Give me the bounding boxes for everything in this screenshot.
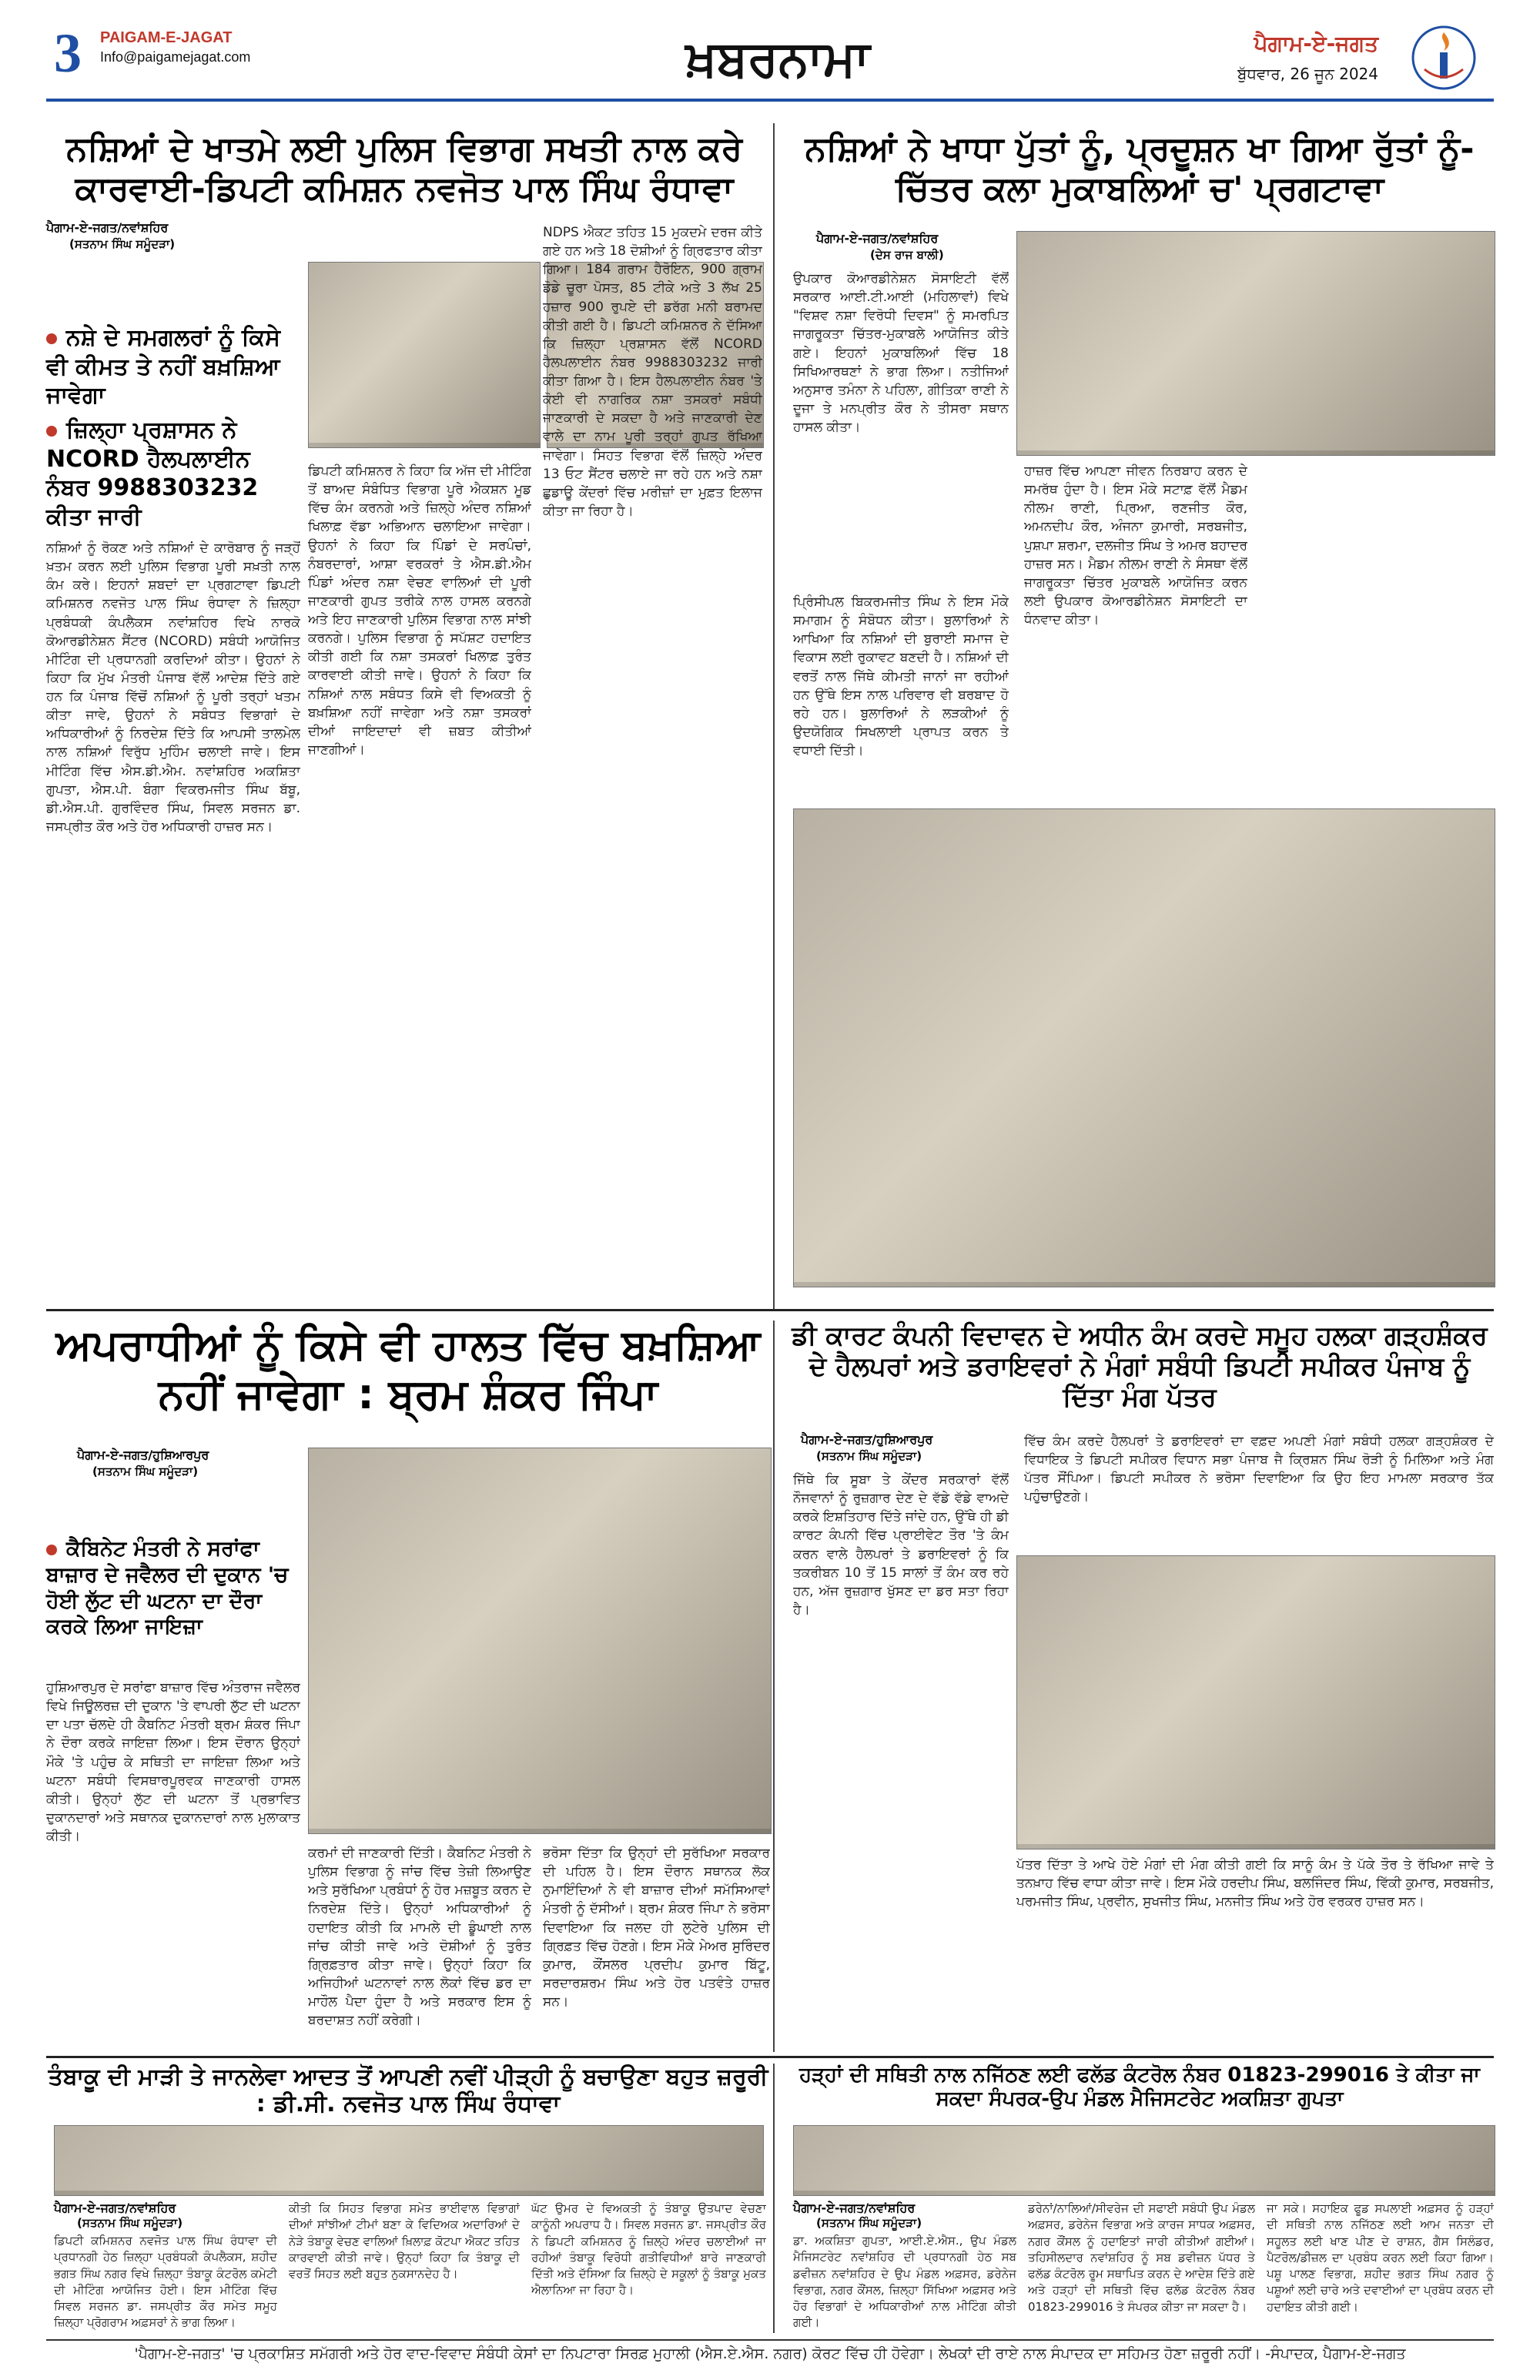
article1-dateline: ਪੈਗਾਮ-ਏ-ਜਗਤ/ਨਵਾਂਸ਼ਹਿਰ [46,220,169,235]
article1-byline: (ਸਤਨਾਮ ਸਿੰਘ ਸਮੂੰਦੜਾ) [69,237,176,251]
article3-bullet [46,1536,300,1640]
article1-body-col1: ਨਸ਼ਿਆਂ ਨੂੰ ਰੋਕਣ ਅਤੇ ਨਸ਼ਿਆਂ ਦੇ ਕਾਰੋਬਾਰ ਨੂੰ ਜੜ੍ਹੋਂ ਖ਼ਤਮ ਕਰਨ ਲਈ ਪੁਲਿਸ ਵਿਭਾਗ ਪੂਰੀ ਸਖ਼ਤੀ ਨਾਲ ਕੰਮ ਕਰੇ। ਇਹਨਾਂ ਸ਼ਬਦਾਂ ਦਾ ਪ੍ਰਗਟਾਵਾ ਡਿਪਟੀ ਕਮਿਸ਼ਨਰ ਨਵਜੋਤ ਪਾਲ ਸਿੰਘ ਰੰਧਾਵਾ ਨੇ ਜ਼ਿਲ੍ਹਾ ਪ੍ਰਬੰਧਕੀ ਕੰਪਲੈਕਸ ਨਵਾਂਸ਼ਹਿਰ ਵਿਖੇ ਨਾਰਕੋ ਕੋਆਰਡੀਨੇਸ਼ਨ ਸੈਂਟਰ (NCORD) ਸਬੰਧੀ ਆਯੋਜਿਤ ਮੀਟਿੰਗ ਦੀ ਪ੍ਰਧਾਨਗੀ ਕਰਦਿਆਂ ਕੀਤਾ। ਉਹਨਾਂ ਨੇ ਕਿਹਾ ਕਿ ਮੁੱਖ ਮੰਤਰੀ ਪੰਜਾਬ ਵੱਲੋਂ ਆਦੇਸ਼ ਦਿੱਤੇ ਗਏ ਹਨ ਕਿ ਪੰਜਾਬ ਵਿੱਚੋਂ ਨਸ਼ਿਆਂ ਨੂੰ ਪੂਰੀ ਤਰ੍ਹਾਂ ਖਤਮ ਕੀਤਾ ਜਾਵੇ, ਉਹਨਾਂ ਨੇ ਸਬੰਧਤ ਵਿਭਾਗਾਂ ਦੇ ਅਧਿਕਾਰੀਆਂ ਨੂੰ ਨਿਰਦੇਸ਼ ਦਿੱਤੇ ਕਿ ਆਪਸੀ ਤਾਲਮੇਲ ਨਾਲ ਨਸ਼ਿਆਂ ਵਿਰੁੱਧ ਮੁਹਿੰਮ ਚਲਾਈ ਜਾਵੇ। ਇਸ ਮੀਟਿੰਗ ਵਿੱਚ ਐਸ.ਡੀ.ਐਮ. ਨਵਾਂਸ਼ਹਿਰ ਅਕਸ਼ਿਤਾ ਗੁਪਤਾ, ਐਸ.ਪੀ. ਬੰਗਾ ਵਿਕਰਮਜੀਤ ਸਿੰਘ ਬੱਬੂ, ਡੀ.ਐਸ.ਪੀ. ਗੁਰਵਿੰਦਰ ਸਿੰਘ, ਸਿਵਲ ਸਰਜਨ ਡਾ. ਜਸਪ੍ਰੀਤ ਕੌਰ ਅਤੇ ਹੋਰ ਅਧਿਕਾਰੀ ਹਾਜ਼ਰ ਸਨ। [46,541,300,835]
article3-headline: ਅਪਰਾਧੀਆਂ ਨੂੰ ਕਿਸੇ ਵੀ ਹਾਲਤ ਵਿੱਚ ਬਖ਼ਸ਼ਿਆ ਨਹੀਂ ਜਾਵੇਗਾ : ਬ੍ਰਮ ਸ਼ੰਕਰ ਜਿੰਪਾ [55,1321,761,1418]
footer-disclaimer: 'ਪੈਗਾਮ-ਏ-ਜਗਤ' 'ਚ ਪ੍ਰਕਾਸ਼ਿਤ ਸਮੱਗਰੀ ਅਤੇ ਹੋਰ ਵਾਦ-ਵਿਵਾਦ ਸੰਬੰਧੀ ਕੇਸਾਂ ਦਾ ਨਿਪਟਾਰਾ ਸਿਰਫ਼ ਮੁਹਾਲੀ (ਐਸ.ਏ.ਐਸ. ਨਗਰ) ਕੋਰਟ ਵਿੱਚ ਹੀ ਹੋਵੇਗਾ। ਲੇਖਕਾਂ ਦੀ ਰਾਏ ਨਾਲ ਸੰਪਾਦਕ ਦਾ ਸਹਿਮਤ ਹੋਣਾ ਜ਼ਰੂਰੀ ਨਹੀਂ। -ਸੰਪਾਦਕ, ਪੈਗਾਮ-ਏ-ਜਗਤ [134,2345,1406,2362]
header-rule [46,99,1494,102]
section-title: ਖ਼ਬਰਨਾਮਾ [685,31,870,88]
article2-dateline: ਪੈਗਾਮ-ਏ-ਜਗਤ/ਨਵਾਂਸ਼ਹਿਰ [816,231,939,246]
article3-body-col1: ਹੁਸ਼ਿਆਰਪੁਰ ਦੇ ਸਰਾਂਫਾ ਬਾਜ਼ਾਰ ਵਿੱਚ ਅੰਤਰਾਜ ਜਵੈਲਰ ਵਿਖੇ ਜਿਊਲਰਜ਼ ਦੀ ਦੁਕਾਨ 'ਤੇ ਵਾਪਰੀ ਲੁੱਟ ਦੀ ਘਟਨਾ ਦਾ ਪਤਾ ਚੱਲਦੇ ਹੀ ਕੈਬਨਿਟ ਮੰਤਰੀ ਬ੍ਰਮ ਸ਼ੰਕਰ ਜਿੰਪਾ ਨੇ ਦੌਰਾ ਕਰਕੇ ਜਾਇਜ਼ਾ ਲਿਆ। ਇਸ ਦੌਰਾਨ ਉਨ੍ਹਾਂ ਮੌਕੇ 'ਤੇ ਪਹੁੰਚ ਕੇ ਸਥਿਤੀ ਦਾ ਜਾਇਜ਼ਾ ਲਿਆ ਅਤੇ ਘਟਨਾ ਸਬੰਧੀ ਵਿਸਥਾਰਪੂਰਵਕ ਜਾਣਕਾਰੀ ਹਾਸਲ ਕੀਤੀ। ਉਨ੍ਹਾਂ ਲੁੱਟ ਦੀ ਘਟਨਾ ਤੋਂ ਪ੍ਰਭਾਵਿਤ ਦੁਕਾਨਦਾਰਾਂ ਅਤੇ ਸਥਾਨਕ ਦੁਕਾਨਦਾਰਾਂ ਨਾਲ ਮੁਲਾਕਾਤ ਕੀਤੀ। [46,1680,300,1844]
article5-body-col2: ਕੀਤੀ ਕਿ ਸਿਹਤ ਵਿਭਾਗ ਸਮੇਤ ਭਾਈਵਾਲ ਵਿਭਾਗਾਂ ਦੀਆਂ ਸਾਂਝੀਆਂ ਟੀਮਾਂ ਬਣਾ ਕੇ ਵਿਦਿਅਕ ਅਦਾਰਿਆਂ ਦੇ ਨੇੜੇ ਤੰਬਾਕੂ ਵੇਚਣ ਵਾਲਿਆਂ ਖ਼ਿਲਾਫ਼ ਕੋਟਪਾ ਐਕਟ ਤਹਿਤ ਕਾਰਵਾਈ ਕੀਤੀ ਜਾਵੇ। ਉਨ੍ਹਾਂ ਕਿਹਾ ਕਿ ਤੰਬਾਕੂ ਦੀ ਵਰਤੋਂ ਸਿਹਤ ਲਈ ਬਹੁਤ ਨੁਕਸਾਨਦੇਹ ਹੈ। [289,2201,520,2281]
article5-byline: (ਸਤਨਾਮ ਸਿੰਘ ਸਮੂੰਦੜਾ) [77,2216,183,2230]
article2-headline: ਨਸ਼ਿਆਂ ਨੇ ਖਾਧਾ ਪੁੱਤਾਂ ਨੂੰ, ਪ੍ਰਦੂਸ਼ਨ ਖਾ ਗਿਆ ਰੁੱਤਾਂ ਨੂੰ-ਚਿੱਤਰ ਕਲਾ ਮੁਕਾਬਲਿਆਂ ਚ' ਪ੍ਰਗਟਾਵਾ [805,129,1475,209]
column-divider [773,1321,775,2052]
article6-body-col2: ਡਰੇਨਾਂ/ਨਾਲਿਆਂ/ਸੀਵਰੇਜ ਦੀ ਸਫਾਈ ਸਬੰਧੀ ਉਪ ਮੰਡਲ ਅਫ਼ਸਰ, ਡਰੇਨੇਜ ਵਿਭਾਗ ਅਤੇ ਕਾਰਜ ਸਾਧਕ ਅਫ਼ਸਰ, ਨਗਰ ਕੌਂਸਲ ਨੂੰ ਹਦਾਇਤਾਂ ਜਾਰੀ ਕੀਤੀਆਂ ਗਈਆਂ। ਤਹਿਸੀਲਦਾਰ ਨਵਾਂਸ਼ਹਿਰ ਨੂੰ ਸਬ ਡਵੀਜ਼ਨ ਪੱਧਰ ਤੇ ਫਲੱਡ ਕੰਟਰੋਲ ਰੂਮ ਸਥਾਪਿਤ ਕਰਨ ਦੇ ਆਦੇਸ਼ ਦਿੱਤੇ ਗਏ ਅਤੇ ਹੜ੍ਹਾਂ ਦੀ ਸਥਿਤੀ ਵਿੱਚ ਫਲੱਡ ਕੰਟਰੋਲ ਨੰਬਰ 01823-299016 ਤੇ ਸੰਪਰਕ ਕੀਤਾ ਜਾ ਸਕਦਾ ਹੈ। [1028,2201,1255,2314]
bullet-icon [46,1545,57,1555]
article4-byline: (ਸਤਨਾਮ ਸਿੰਘ ਸਮੂੰਦੜਾ) [816,1449,922,1463]
section-divider [46,2056,1494,2058]
masthead-brand: PAIGAM-E-JAGAT [100,29,233,46]
article1-headline: ਨਸ਼ਿਆਂ ਦੇ ਖਾਤਮੇ ਲਈ ਪੁਲਿਸ ਵਿਭਾਗ ਸਖਤੀ ਨਾਲ ਕਰੇ ਕਾਰਵਾਈ-ਡਿਪਟੀ ਕਮਿਸ਼ਨ ਨਵਜੋਤ ਪਾਲ ਸਿੰਘ ਰੰਧਾਵਾ [65,129,743,209]
article2-body-col1: ਉਪਕਾਰ ਕੋਆਰਡੀਨੇਸ਼ਨ ਸੋਸਾਇਟੀ ਵੱਲੋਂ ਸਰਕਾਰ ਆਈ.ਟੀ.ਆਈ (ਮਹਿਲਾਵਾਂ) ਵਿਖੇ "ਵਿਸ਼ਵ ਨਸ਼ਾ ਵਿਰੋਧੀ ਦਿਵਸ" ਨੂੰ ਸਮਰਪਿਤ ਜਾਗਰੂਕਤਾ ਚਿੱਤਰ-ਮੁਕਾਬਲੇ ਆਯੋਜਿਤ ਕੀਤੇ ਗਏ। ਇਹਨਾਂ ਮੁਕਾਬਲਿਆਂ ਵਿੱਚ 18 ਸਿਖਿਆਰਥਣਾਂ ਨੇ ਭਾਗ ਲਿਆ। ਨਤੀਜਿਆਂ ਅਨੁਸਾਰ ਤਮੰਨਾ ਨੇ ਪਹਿਲਾ, ਗੀਤਿਕਾ ਰਾਣੀ ਨੇ ਦੂਜਾ ਤੇ ਮਨਪ੍ਰੀਤ ਕੌਰ ਨੇ ਤੀਸਰਾ ਸਥਾਨ ਹਾਸਲ ਕੀਤਾ। [793,271,1009,435]
article3-body-col3: ਭਰੋਸਾ ਦਿੱਤਾ ਕਿ ਉਨ੍ਹਾਂ ਦੀ ਸੁਰੱਖਿਆ ਸਰਕਾਰ ਦੀ ਪਹਿਲ ਹੈ। ਇਸ ਦੌਰਾਨ ਸਥਾਨਕ ਲੋਕ ਨੁਮਾਇੰਦਿਆਂ ਨੇ ਵੀ ਬਾਜ਼ਾਰ ਦੀਆਂ ਸਮੱਸਿਆਵਾਂ ਮੰਤਰੀ ਨੂੰ ਦੱਸੀਆਂ। ਬ੍ਰਮ ਸ਼ੰਕਰ ਜਿੰਪਾ ਨੇ ਭਰੋਸਾ ਦਿਵਾਇਆ ਕਿ ਜਲਦ ਹੀ ਲੁਟੇਰੇ ਪੁਲਿਸ ਦੀ ਗ੍ਰਿਫ਼ਤ ਵਿੱਚ ਹੋਣਗੇ। ਇਸ ਮੌਕੇ ਮੇਅਰ ਸੁਰਿੰਦਰ ਕੁਮਾਰ, ਕੌਂਸਲਰ ਪ੍ਰਦੀਪ ਕੁਮਾਰ ਬਿੱਟੂ, ਸਰਦਾਰਸ਼ਰਮ ਸਿੰਘ ਅਤੇ ਹੋਰ ਪਤਵੰਤੇ ਹਾਜ਼ਰ ਸਨ। [543,1846,770,2010]
article5-body-col1: ਡਿਪਟੀ ਕਮਿਸ਼ਨਰ ਨਵਜੋਤ ਪਾਲ ਸਿੰਘ ਰੰਧਾਵਾ ਦੀ ਪ੍ਰਧਾਨਗੀ ਹੇਠ ਜ਼ਿਲ੍ਹਾ ਪ੍ਰਬੰਧਕੀ ਕੰਪਲੈਕਸ, ਸ਼ਹੀਦ ਭਗਤ ਸਿੰਘ ਨਗਰ ਵਿਖੇ ਜ਼ਿਲ੍ਹਾ ਤੰਬਾਕੂ ਕੰਟਰੋਲ ਕਮੇਟੀ ਦੀ ਮੀਟਿੰਗ ਆਯੋਜਿਤ ਹੋਈ। ਇਸ ਮੀਟਿੰਗ ਵਿੱਚ ਸਿਵਲ ਸਰਜਨ ਡਾ. ਜਸਪ੍ਰੀਤ ਕੌਰ ਸਮੇਤ ਸਮੂਹ ਜ਼ਿਲ੍ਹਾ ਪ੍ਰੋਗਰਾਮ ਅਫ਼ਸਰਾਂ ਨੇ ਭਾਗ ਲਿਆ। [54,2234,277,2330]
column-divider [773,123,775,1309]
article2-body-col3: ਹਾਜ਼ਰ ਵਿੱਚ ਆਪਣਾ ਜੀਵਨ ਨਿਰਬਾਹ ਕਰਨ ਦੇ ਸਮਰੱਥ ਹੁੰਦਾ ਹੈ। ਇਸ ਮੌਕੇ ਸਟਾਫ਼ ਵੱਲੋਂ ਮੈਡਮ ਨੀਲਮ ਰਾਣੀ, ਪ੍ਰਿਆ, ਰਣਜੀਤ ਕੌਰ, ਅਮਨਦੀਪ ਕੌਰ, ਅੰਜਨਾ ਕੁਮਾਰੀ, ਸਰਬਜੀਤ, ਪੁਸ਼ਪਾ ਸ਼ਰਮਾ, ਦਲਜੀਤ ਸਿੰਘ ਤੇ ਅਮਰ ਬਹਾਦਰ ਹਾਜ਼ਰ ਸਨ। ਮੈਡਮ ਨੀਲਮ ਰਾਣੀ ਨੇ ਸੰਸਥਾ ਵੱਲੋਂ ਜਾਗਰੂਕਤਾ ਚਿੱਤਰ ਮੁਕਾਬਲੇ ਆਯੋਜਿਤ ਕਰਨ ਲਈ ਉਪਕਾਰ ਕੋਆਰਡੀਨੇਸ਼ਨ ਸੋਸਾਇਟੀ ਦਾ ਧੰਨਵਾਦ ਕੀਤਾ। [1024,464,1247,628]
article1-photo-meeting [308,262,541,448]
article1-bullet-1 [46,323,300,410]
article4-photo-delegation [1016,1555,1495,1849]
article3-body-col2: ਕਰਮਾਂ ਦੀ ਜਾਣਕਾਰੀ ਦਿੱਤੀ। ਕੈਬਨਿਟ ਮੰਤਰੀ ਨੇ ਪੁਲਿਸ ਵਿਭਾਗ ਨੂੰ ਜਾਂਚ ਵਿੱਚ ਤੇਜ਼ੀ ਲਿਆਉਣ ਅਤੇ ਸੁਰੱਖਿਆ ਪ੍ਰਬੰਧਾਂ ਨੂੰ ਹੋਰ ਮਜ਼ਬੂਤ ਕਰਨ ਦੇ ਨਿਰਦੇਸ਼ ਦਿੱਤੇ। ਉਨ੍ਹਾਂ ਅਧਿਕਾਰੀਆਂ ਨੂੰ ਹਦਾਇਤ ਕੀਤੀ ਕਿ ਮਾਮਲੇ ਦੀ ਡੂੰਘਾਈ ਨਾਲ ਜਾਂਚ ਕੀਤੀ ਜਾਵੇ ਅਤੇ ਦੋਸ਼ੀਆਂ ਨੂੰ ਤੁਰੰਤ ਗ੍ਰਿਫ਼ਤਾਰ ਕੀਤਾ ਜਾਵੇ। ਉਨ੍ਹਾਂ ਕਿਹਾ ਕਿ ਅਜਿਹੀਆਂ ਘਟਨਾਵਾਂ ਨਾਲ ਲੋਕਾਂ ਵਿੱਚ ਡਰ ਦਾ ਮਾਹੌਲ ਪੈਦਾ ਹੁੰਦਾ ਹੈ ਅਤੇ ਸਰਕਾਰ ਇਸ ਨੂੰ ਬਰਦਾਸ਼ਤ ਨਹੀਂ ਕਰੇਗੀ। [308,1846,531,2029]
article2-body-col2: ਪ੍ਰਿੰਸੀਪਲ ਬਿਕਰਮਜੀਤ ਸਿੰਘ ਨੇ ਇਸ ਮੌਕੇ ਸਮਾਗਮ ਨੂੰ ਸੰਬੋਧਨ ਕੀਤਾ। ਬੁਲਾਰਿਆਂ ਨੇ ਆਖਿਆ ਕਿ ਨਸ਼ਿਆਂ ਦੀ ਬੁਰਾਈ ਸਮਾਜ ਦੇ ਵਿਕਾਸ ਲਈ ਰੁਕਾਵਟ ਬਣਦੀ ਹੈ। ਨਸ਼ਿਆਂ ਦੀ ਵਰਤੋਂ ਨਾਲ ਜਿੱਥੇ ਕੀਮਤੀ ਜਾਨਾਂ ਜਾ ਰਹੀਆਂ ਹਨ ਉੱਥੇ ਇਸ ਨਾਲ ਪਰਿਵਾਰ ਵੀ ਬਰਬਾਦ ਹੋ ਰਹੇ ਹਨ। ਬੁਲਾਰਿਆਂ ਨੇ ਲੜਕੀਆਂ ਨੂੰ ਉਦਯੋਗਿਕ ਸਿਖਲਾਈ ਪ੍ਰਾਪਤ ਕਰਨ ਤੇ ਵਧਾਈ ਦਿੱਤੀ। [793,594,1009,758]
article4-body-col1: ਜਿੱਥੇ ਕਿ ਸੂਬਾ ਤੇ ਕੇਂਦਰ ਸਰਕਾਰਾਂ ਵੱਲੋਂ ਨੌਜਵਾਨਾਂ ਨੂੰ ਰੁਜ਼ਗਾਰ ਦੇਣ ਦੇ ਵੱਡੇ ਵੱਡੇ ਵਾਅਦੇ ਕਰਕੇ ਇਸ਼ਤਿਹਾਰ ਦਿੱਤੇ ਜਾਂਦੇ ਹਨ, ਉੱਥੇ ਹੀ ਡੀ ਕਾਰਟ ਕੰਪਨੀ ਵਿੱਚ ਪ੍ਰਾਈਵੇਟ ਤੌਰ 'ਤੇ ਕੰਮ ਕਰਨ ਵਾਲੇ ਹੈਲਪਰਾਂ ਤੇ ਡਰਾਇਵਰਾਂ ਨੂੰ ਕਿ ਤਕਰੀਬਨ 10 ਤੋਂ 15 ਸਾਲਾਂ ਤੋਂ ਕੰਮ ਕਰ ਰਹੇ ਹਨ, ਅੱਜ ਰੁਜ਼ਗਾਰ ਖੁੱਸਣ ਦਾ ਡਰ ਸਤਾ ਰਿਹਾ ਹੈ। [793,1472,1009,1618]
masthead-email[interactable]: Info@paigamejagat.com [100,49,251,65]
article6-headline: ਹੜ੍ਹਾਂ ਦੀ ਸਥਿਤੀ ਨਾਲ ਨਜਿੱਠਣ ਲਈ ਫਲੱਡ ਕੰਟਰੋਲ ਨੰਬਰ 01823-299016 ਤੇ ਕੀਤਾ ਜਾ ਸਕਦਾ ਸੰਪਰਕ-ਉਪ ਮੰਡਲ ਮੈਜਿਸਟਰੇਟ ਅਕਸ਼ਿਤਾ ਗੁਪਤਾ [799,2064,1480,2111]
article3-photo-market [308,1448,772,1834]
article3-byline: (ਸਤਨਾਮ ਸਿੰਘ ਸਮੂੰਦੜਾ) [92,1464,199,1478]
article1-body-col3: NDPS ਐਕਟ ਤਹਿਤ 15 ਮੁਕਦਮੇ ਦਰਜ ਕੀਤੇ ਗਏ ਹਨ ਅਤੇ 18 ਦੋਸ਼ੀਆਂ ਨੂੰ ਗ੍ਰਿਫਤਾਰ ਕੀਤਾ ਗਿਆ। 184 ਗਰਾਮ ਹੈਰੋਇਨ, 900 ਗ੍ਰਾਮ ਡੋਡੇ ਚੂਰਾ ਪੋਸਤ, 85 ਟੀਕੇ ਅਤੇ 3 ਲੱਖ 25 ਹਜ਼ਾਰ 900 ਰੁਪਏ ਦੀ ਡਰੱਗ ਮਨੀ ਬਰਾਮਦ ਕੀਤੀ ਗਈ ਹੈ। ਡਿਪਟੀ ਕਮਿਸ਼ਨਰ ਨੇ ਦੱਸਿਆ ਕਿ ਜ਼ਿਲ੍ਹਾ ਪ੍ਰਸ਼ਾਸਨ ਵੱਲੋਂ NCORD ਹੈਲਪਲਾਈਨ ਨੰਬਰ 9988303232 ਜਾਰੀ ਕੀਤਾ ਗਿਆ ਹੈ। ਇਸ ਹੈਲਪਲਾਈਨ ਨੰਬਰ 'ਤੇ ਕੋਈ ਵੀ ਨਾਗਰਿਕ ਨਸ਼ਾ ਤਸਕਰਾਂ ਸਬੰਧੀ ਜਾਣਕਾਰੀ ਦੇ ਸਕਦਾ ਹੈ ਅਤੇ ਜਾਣਕਾਰੀ ਦੇਣ ਵਾਲੇ ਦਾ ਨਾਮ ਪੂਰੀ ਤਰ੍ਹਾਂ ਗੁਪਤ ਰੱਖਿਆ ਜਾਵੇਗਾ। ਸਿਹਤ ਵਿਭਾਗ ਵੱਲੋਂ ਜ਼ਿਲ੍ਹੇ ਅੰਦਰ 13 ਓਟ ਸੈਂਟਰ ਚਲਾਏ ਜਾ ਰਹੇ ਹਨ ਅਤੇ ਨਸ਼ਾ ਛੁਡਾਊ ਕੇਂਦਰਾਂ ਵਿੱਚ ਮਰੀਜ਼ਾਂ ਦਾ ਮੁਫ਼ਤ ਇਲਾਜ ਕੀਤਾ ਜਾ ਰਿਹਾ ਹੈ। [543,225,762,519]
article1-bullet-2 [46,416,300,531]
article2-byline: (ਦੇਸ ਰਾਜ ਬਾਲੀ) [870,248,944,262]
torch-logo-icon [1401,23,1486,92]
article4-body-col3: ਪੱਤਰ ਦਿੱਤਾ ਤੇ ਆਖੇ ਹੋਏ ਮੰਗਾਂ ਦੀ ਮੰਗ ਕੀਤੀ ਗਈ ਕਿ ਸਾਨੂੰ ਕੰਮ ਤੇ ਪੱਕੇ ਤੌਰ ਤੇ ਰੱਖਿਆ ਜਾਵੇ ਤੇ ਤਨਖ਼ਾਹ ਵਿੱਚ ਵਾਧਾ ਕੀਤਾ ਜਾਵੇ। ਇਸ ਮੌਕੇ ਹਰਦੀਪ ਸਿੰਘ, ਬਲਜਿੰਦਰ ਸਿੰਘ, ਵਿੱਕੀ ਕੁਮਾਰ, ਸਰਬਜੀਤ, ਪਰਮਜੀਤ ਸਿੰਘ, ਪ੍ਰਵੀਨ, ਸੁਖਜੀਤ ਸਿੰਘ, ਮਨਜੀਤ ਸਿੰਘ ਅਤੇ ਹੋਰ ਵਰਕਰ ਹਾਜ਼ਰ ਸਨ। [1016,1857,1494,1910]
issue-date: ਬੁੱਧਵਾਰ, 26 ਜੂਨ 2024 [1237,65,1378,83]
article4-body-col2: ਵਿੱਚ ਕੰਮ ਕਰਦੇ ਹੈਲਪਰਾਂ ਤੇ ਡਰਾਇਵਰਾਂ ਦਾ ਵਫ਼ਦ ਅਪਣੀ ਮੰਗਾਂ ਸਬੰਧੀ ਹਲਕਾ ਗੜ੍ਹਸ਼ੰਕਰ ਦੇ ਵਿਧਾਇਕ ਤੇ ਡਿਪਟੀ ਸਪੀਕਰ ਵਿਧਾਨ ਸਭਾ ਪੰਜਾਬ ਜੈ ਕ੍ਰਿਸ਼ਨ ਸਿੰਘ ਰੋੜੀ ਨੂੰ ਮਿਲਿਆ ਅਤੇ ਮੰਗ ਪੱਤਰ ਸੌਂਪਿਆ। ਡਿਪਟੀ ਸਪੀਕਰ ਨੇ ਭਰੋਸਾ ਦਿਵਾਇਆ ਕਿ ਉਹ ਇਹ ਮਾਮਲਾ ਸਰਕਾਰ ਤੱਕ ਪਹੁੰਚਾਉਣਗੇ। [1024,1434,1494,1505]
bullet-icon [46,333,57,344]
page-number: 3 [54,22,82,84]
bullet-icon [46,426,57,437]
article6-dateline: ਪੈਗਾਮ-ਏ-ਜਗਤ/ਨਵਾਂਸ਼ਹਿਰ [793,2201,916,2215]
masthead-brand-punjabi: ਪੈਗਾਮ-ਏ-ਜਗਤ [1254,31,1378,56]
article5-headline: ਤੰਬਾਕੂ ਦੀ ਮਾੜੀ ਤੇ ਜਾਨਲੇਵਾ ਆਦਤ ਤੋਂ ਆਪਣੀ ਨਵੀਂ ਪੀੜ੍ਹੀ ਨੂੰ ਬਚਾਉਣਾ ਬਹੁਤ ਜ਼ਰੂਰੀ : ਡੀ.ਸੀ. ਨਵਜੋਤ ਪਾਲ ਸਿੰਘ ਰੰਧਾਵਾ [48,2064,768,2118]
article2-photo-students [793,808,1495,1287]
footer-rule [46,2339,1494,2341]
article6-body-col3: ਜਾ ਸਕੇ। ਸਹਾਇਕ ਫੂਡ ਸਪਲਾਈ ਅਫ਼ਸਰ ਨੂੰ ਹੜ੍ਹਾਂ ਦੀ ਸਥਿਤੀ ਨਾਲ ਨਜਿੱਠਣ ਲਈ ਆਮ ਜਨਤਾ ਦੀ ਸਹੂਲਤ ਲਈ ਖਾਣ ਪੀਣ ਦੇ ਰਾਸ਼ਨ, ਗੈਸ ਸਿਲੰਡਰ, ਪੈਟਰੋਲ/ਡੀਜ਼ਲ ਦਾ ਪ੍ਰਬੰਧ ਕਰਨ ਲਈ ਕਿਹਾ ਗਿਆ। ਪਸ਼ੂ ਪਾਲਣ ਵਿਭਾਗ, ਸ਼ਹੀਦ ਭਗਤ ਸਿੰਘ ਨਗਰ ਨੂੰ ਪਸ਼ੂਆਂ ਲਈ ਚਾਰੇ ਅਤੇ ਦਵਾਈਆਂ ਦਾ ਪ੍ਰਬੰਧ ਕਰਨ ਦੀ ਹਦਾਇਤ ਕੀਤੀ ਗਈ। [1267,2201,1494,2314]
article3-dateline: ਪੈਗਾਮ-ਏ-ਜਗਤ/ਹੁਸ਼ਿਆਰਪੁਰ [77,1448,209,1462]
article1-bullet-2-text: ਜ਼ਿਲ੍ਹਾ ਪ੍ਰਸ਼ਾਸਨ ਨੇ NCORD ਹੈਲਪਲਾਈਨ ਨੰਬਰ 9988303232 ਕੀਤਾ ਜਾਰੀ [46,417,259,531]
article5-photo-meeting [54,2125,764,2196]
article5-body-col3: ਘੱਟ ਉਮਰ ਦੇ ਵਿਅਕਤੀ ਨੂੰ ਤੰਬਾਕੂ ਉਤਪਾਦ ਵੇਚਣਾ ਕਾਨੂੰਨੀ ਅਪਰਾਧ ਹੈ। ਸਿਵਲ ਸਰਜਨ ਡਾ. ਜਸਪ੍ਰੀਤ ਕੌਰ ਨੇ ਡਿਪਟੀ ਕਮਿਸ਼ਨਰ ਨੂੰ ਜ਼ਿਲ੍ਹੇ ਅੰਦਰ ਚਲਾਈਆਂ ਜਾ ਰਹੀਆਂ ਤੰਬਾਕੂ ਵਿਰੋਧੀ ਗਤੀਵਿਧੀਆਂ ਬਾਰੇ ਜਾਣਕਾਰੀ ਦਿੱਤੀ ਅਤੇ ਦੱਸਿਆ ਕਿ ਜ਼ਿਲ੍ਹੇ ਦੇ ਸਕੂਲਾਂ ਨੂੰ ਤੰਬਾਕੂ ਮੁਕਤ ਐਲਾਨਿਆ ਜਾ ਰਿਹਾ ਹੈ। [531,2201,766,2298]
article4-headline: ਡੀ ਕਾਰਟ ਕੰਪਨੀ ਵਿਦਾਵਨ ਦੇ ਅਧੀਨ ਕੰਮ ਕਰਦੇ ਸਮੂਹ ਹਲਕਾ ਗੜ੍ਹਸ਼ੰਕਰ ਦੇ ਹੈਲਪਰਾਂ ਅਤੇ ਡਰਾਇਵਰਾਂ ਨੇ ਮੰਗਾਂ ਸਬੰਧੀ ਡਿਪਟੀ ਸਪੀਕਰ ਪੰਜਾਬ ਨੂੰ ਦਿੱਤਾ ਮੰਗ ਪੱਤਰ [792,1321,1488,1414]
article6-photo-meeting [793,2125,1495,2196]
article6-byline: (ਸਤਨਾਮ ਸਿੰਘ ਸਮੂੰਦੜਾ) [816,2216,922,2230]
article2-photo-winners [1016,231,1495,456]
article3-bullet-text: ਕੈਬਿਨੇਟ ਮੰਤਰੀ ਨੇ ਸਰਾਂਫਾ ਬਾਜ਼ਾਰ ਦੇ ਜਵੈਲਰ ਦੀ ਦੁਕਾਨ 'ਚ ਹੋਈ ਲੁੱਟ ਦੀ ਘਟਨਾ ਦਾ ਦੌਰਾ ਕਰਕੇ ਲਿਆ ਜਾਇਜ਼ਾ [46,1537,289,1639]
column-divider [773,2064,775,2333]
article4-dateline: ਪੈਗਾਮ-ਏ-ਜਗਤ/ਹੁਸ਼ਿਆਰਪੁਰ [801,1432,933,1447]
article5-dateline: ਪੈਗਾਮ-ਏ-ਜਗਤ/ਨਵਾਂਸ਼ਹਿਰ [54,2201,176,2215]
section-divider [46,1309,1494,1311]
article6-body-col1: ਡਾ. ਅਕਸ਼ਿਤਾ ਗੁਪਤਾ, ਆਈ.ਏ.ਐਸ., ਉਪ ਮੰਡਲ ਮੈਜਿਸਟਰੇਟ ਨਵਾਂਸ਼ਹਿਰ ਦੀ ਪ੍ਰਧਾਨਗੀ ਹੇਠ ਸਬ ਡਵੀਜ਼ਨ ਨਵਾਂਸ਼ਹਿਰ ਦੇ ਉਪ ਮੰਡਲ ਅਫ਼ਸਰ, ਡਰੇਨੇਜ ਵਿਭਾਗ, ਨਗਰ ਕੌਂਸਲ, ਜ਼ਿਲ੍ਹਾ ਸਿੱਖਿਆ ਅਫ਼ਸਰ ਅਤੇ ਹੋਰ ਵਿਭਾਗਾਂ ਦੇ ਅਧਿਕਾਰੀਆਂ ਨਾਲ ਮੀਟਿੰਗ ਕੀਤੀ ਗਈ। [793,2234,1016,2330]
article1-bullet-1-text: ਨਸ਼ੇ ਦੇ ਸਮਗਲਰਾਂ ਨੂੰ ਕਿਸੇ ਵੀ ਕੀਮਤ ਤੇ ਨਹੀਂ ਬਖ਼ਸ਼ਿਆ ਜਾਵੇਗਾ [46,324,280,409]
article1-body-col2: ਡਿਪਟੀ ਕਮਿਸ਼ਨਰ ਨੇ ਕਿਹਾ ਕਿ ਅੱਜ ਦੀ ਮੀਟਿੰਗ ਤੋਂ ਬਾਅਦ ਸੰਬੰਧਿਤ ਵਿਭਾਗ ਪੂਰੇ ਐਕਸ਼ਨ ਮੂਡ ਵਿੱਚ ਕੰਮ ਕਰਨਗੇ ਅਤੇ ਜ਼ਿਲ੍ਹੇ ਅੰਦਰ ਨਸ਼ਿਆਂ ਖਿਲਾਫ਼ ਵੱਡਾ ਅਭਿਆਨ ਚਲਾਇਆ ਜਾਵੇਗਾ। ਉਹਨਾਂ ਨੇ ਕਿਹਾ ਕਿ ਪਿੰਡਾਂ ਦੇ ਸਰਪੰਚਾਂ, ਨੰਬਰਦਾਰਾਂ, ਆਸ਼ਾ ਵਰਕਰਾਂ ਤੇ ਐਸ.ਡੀ.ਐਮ ਪਿੰਡਾਂ ਅੰਦਰ ਨਸ਼ਾ ਵੇਚਣ ਵਾਲਿਆਂ ਦੀ ਪੂਰੀ ਜਾਣਕਾਰੀ ਗੁਪਤ ਤਰੀਕੇ ਨਾਲ ਹਾਸਲ ਕਰਨਗੇ ਅਤੇ ਇਹ ਜਾਣਕਾਰੀ ਪੁਲਿਸ ਵਿਭਾਗ ਨਾਲ ਸਾਂਝੀ ਕਰਨਗੇ। ਪੁਲਿਸ ਵਿਭਾਗ ਨੂੰ ਸਪੱਸ਼ਟ ਹਦਾਇਤ ਕੀਤੀ ਗਈ ਕਿ ਨਸ਼ਾ ਤਸਕਰਾਂ ਖਿਲਾਫ਼ ਤੁਰੰਤ ਕਾਰਵਾਈ ਕੀਤੀ ਜਾਵੇ। ਉਹਨਾਂ ਨੇ ਕਿਹਾ ਕਿ ਨਸ਼ਿਆਂ ਨਾਲ ਸਬੰਧਤ ਕਿਸੇ ਵੀ ਵਿਅਕਤੀ ਨੂੰ ਬਖ਼ਸ਼ਿਆ ਨਹੀਂ ਜਾਵੇਗਾ ਅਤੇ ਨਸ਼ਾ ਤਸਕਰਾਂ ਦੀਆਂ ਜਾਇਦਾਦਾਂ ਵੀ ਜ਼ਬਤ ਕੀਤੀਆਂ ਜਾਣਗੀਆਂ। [308,464,531,758]
